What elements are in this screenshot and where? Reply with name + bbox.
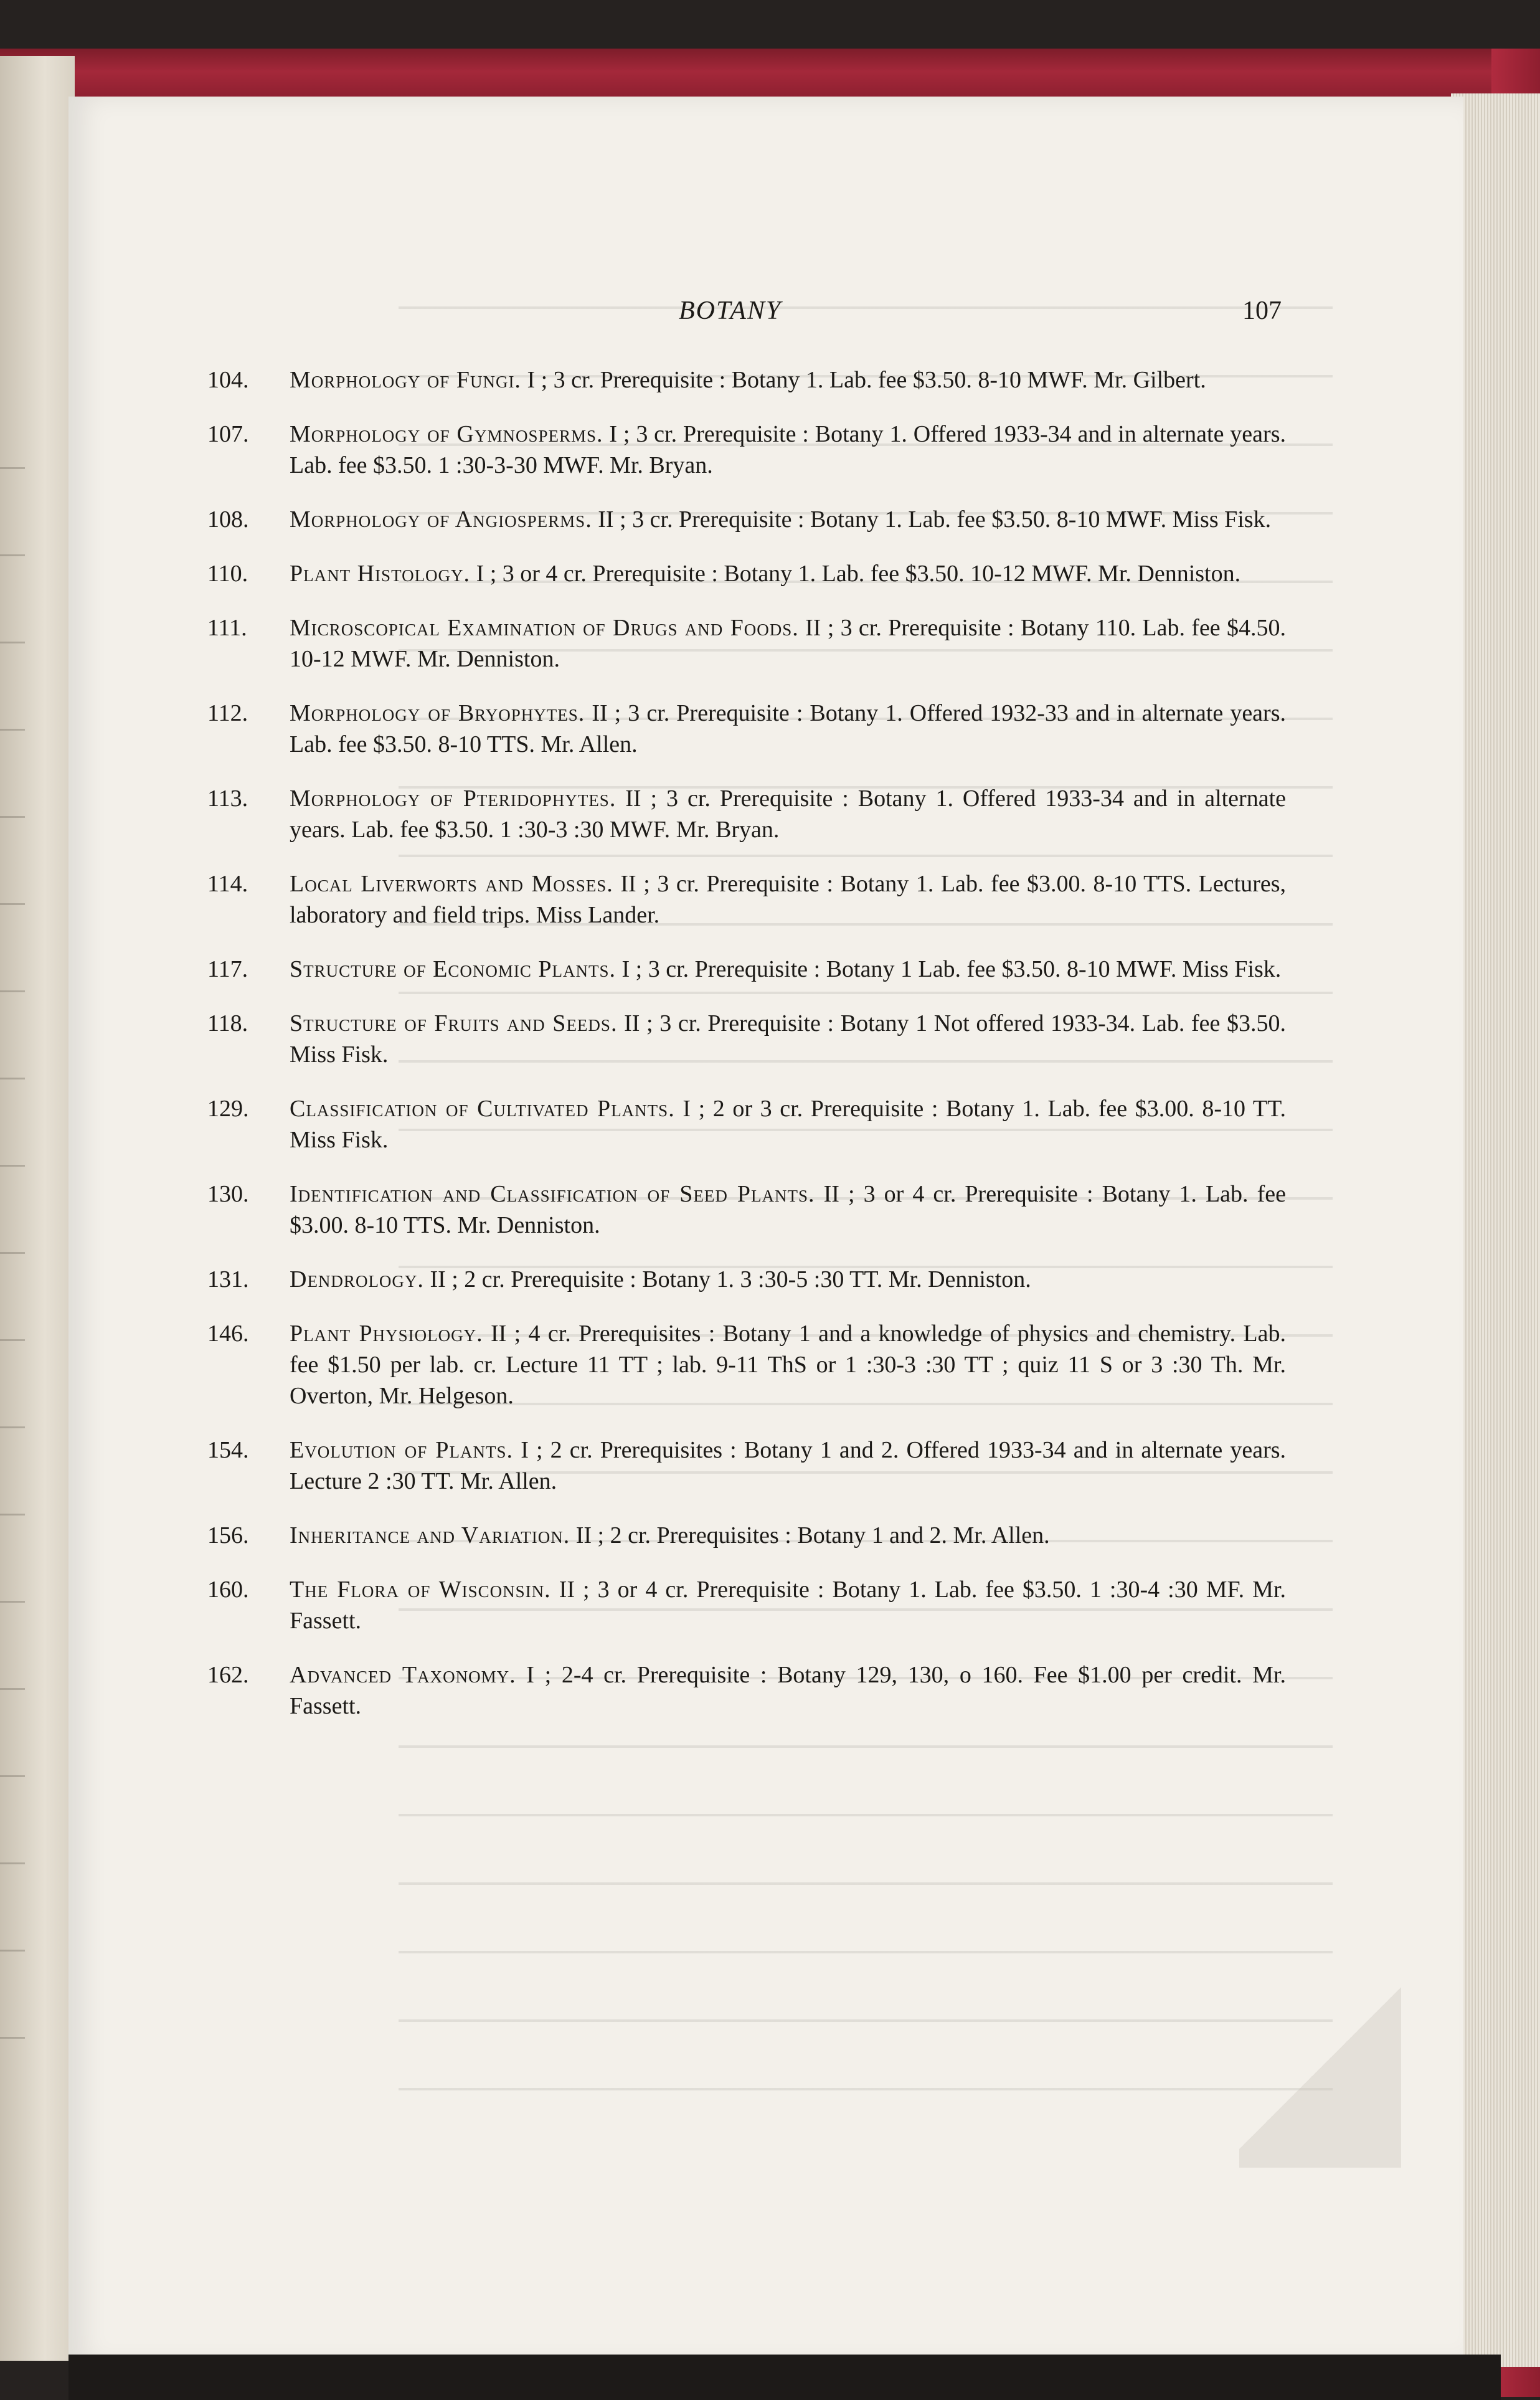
course-number: 131.	[207, 1266, 249, 1292]
course-title: Morphology of Gymnosperms.	[290, 421, 603, 447]
course-entry	[202, 954, 1286, 985]
course-entry	[202, 504, 1286, 535]
course-entry	[202, 1264, 1286, 1295]
course-title: Microscopical Examination of Drugs and Foods.	[290, 615, 799, 641]
course-entry	[202, 1093, 1286, 1155]
course-details: II ; 3 or 4 cr. Prerequisite : Botany 1. Lab. fee $3.50. 1 :30-4 :30 MF. Mr. Fassett.	[290, 1577, 1287, 1634]
course-number: 112.	[207, 700, 248, 726]
page-stack-edge	[1451, 93, 1540, 2367]
course-title: Classification of Cultivated Plants.	[290, 1096, 675, 1122]
course-number: 114.	[207, 871, 248, 897]
course-number: 160.	[207, 1577, 249, 1603]
course-entry	[202, 698, 1286, 760]
course-number: 107.	[207, 421, 249, 447]
course-title: Morphology of Fungi.	[290, 367, 521, 393]
course-details: II ; 3 cr. Prerequisite : Botany 1. Lab. fee $3.50. 8-10 MWF. Miss Fisk.	[598, 506, 1272, 533]
course-entry	[202, 783, 1286, 845]
course-title: Evolution of Plants.	[290, 1437, 514, 1463]
course-number: 113.	[207, 785, 248, 812]
course-title: Advanced Taxonomy.	[290, 1662, 516, 1688]
course-title: Inheritance and Variation.	[290, 1522, 570, 1549]
course-title: Plant Physiology.	[290, 1321, 483, 1347]
course-entry	[202, 1318, 1286, 1411]
course-title: Structure of Economic Plants.	[290, 956, 616, 982]
course-title: Identification and Classification of Seed Plants.	[290, 1181, 815, 1207]
running-head: BOTANY	[679, 296, 782, 325]
course-number: 118.	[207, 1010, 248, 1036]
course-details: II ; 2 cr. Prerequisites : Botany 1 and 2. Mr. Allen.	[575, 1522, 1050, 1549]
course-entry	[202, 558, 1286, 589]
red-binding-edge	[0, 49, 1540, 100]
page-bottom-shadow	[68, 2355, 1501, 2400]
course-entry	[202, 1435, 1286, 1497]
course-title: Dendrology.	[290, 1266, 424, 1292]
course-entry	[202, 1659, 1286, 1722]
course-details: I ; 2 cr. Prerequisites : Botany 1 and 2. Offered 1933-34 and in alternate years. Lecture 2 :30 TT. Mr. Allen.	[290, 1437, 1287, 1494]
course-number: 146.	[207, 1321, 249, 1347]
course-title: Plant Histology.	[290, 561, 471, 587]
course-title: Morphology of Angiosperms.	[290, 506, 592, 533]
course-number: 110.	[207, 561, 248, 587]
course-number: 104.	[207, 367, 249, 393]
course-number: 108.	[207, 506, 249, 533]
course-title: The Flora of Wisconsin.	[290, 1577, 551, 1603]
course-number: 129.	[207, 1096, 249, 1122]
course-details: I ; 3 cr. Prerequisite : Botany 1 Lab. fee $3.50. 8-10 MWF. Miss Fisk.	[621, 956, 1282, 982]
course-details: II ; 3 cr. Prerequisite : Botany 1 Not offered 1933-34. Lab. fee $3.50. Miss Fisk.	[290, 1010, 1287, 1068]
course-number: 130.	[207, 1181, 249, 1207]
course-entry	[202, 364, 1286, 396]
course-entry	[202, 1179, 1286, 1241]
course-number: 111.	[207, 615, 247, 641]
course-number: 162.	[207, 1662, 249, 1688]
left-page-text-fragments	[0, 430, 25, 2049]
course-list	[202, 364, 1286, 1745]
course-title: Local Liverworts and Mosses.	[290, 871, 613, 897]
course-number: 117.	[207, 956, 248, 982]
course-details: I ; 3 cr. Prerequisite : Botany 1. Lab. fee $3.50. 8-10 MWF. Mr. Gilbert.	[527, 367, 1206, 393]
course-entry	[202, 1008, 1286, 1070]
course-number: 154.	[207, 1437, 249, 1463]
page-number: 107	[1242, 296, 1282, 325]
course-details: II ; 3 cr. Prerequisite : Botany 1. Offered 1932-33 and in alternate years. Lab. fee $3.50. 8-10 TTS. Mr. Allen.	[290, 700, 1286, 757]
course-details: II ; 3 or 4 cr. Prerequisite : Botany 1. Lab. fee $3.00. 8-10 TTS. Mr. Denniston.	[290, 1181, 1286, 1238]
course-entry	[202, 419, 1286, 481]
course-details: I ; 3 or 4 cr. Prerequisite : Botany 1. Lab. fee $3.50. 10-12 MWF. Mr. Denniston.	[476, 561, 1241, 587]
course-number: 156.	[207, 1522, 249, 1549]
course-entry	[202, 1520, 1286, 1551]
course-title: Morphology of Bryophytes.	[290, 700, 585, 726]
course-entry	[202, 612, 1286, 675]
course-details: I ; 2-4 cr. Prerequisite : Botany 129, 130, o 160. Fee $1.00 per credit. Mr. Fassett.	[290, 1662, 1286, 1719]
course-title: Morphology of Pteridophytes.	[290, 785, 616, 812]
course-details: II ; 2 cr. Prerequisite : Botany 1. 3 :30-5 :30 TT. Mr. Denniston.	[430, 1266, 1031, 1292]
course-details: II ; 3 cr. Prerequisite : Botany 1. Lab. fee $3.00. 8-10 TTS. Lectures, laboratory and field trips. Miss Lander.	[290, 871, 1286, 928]
course-details: II ; 3 cr. Prerequisite : Botany 110. Lab. fee $4.50. 10-12 MWF. Mr. Denniston.	[290, 615, 1286, 672]
page-corner-fold	[1239, 1968, 1401, 2168]
course-entry	[202, 868, 1286, 931]
course-title: Structure of Fruits and Seeds.	[290, 1010, 618, 1036]
course-details: II ; 3 cr. Prerequisite : Botany 1. Offered 1933-34 and in alternate years. Lab. fee $3.50. 1 :30-3 :30 MWF. Mr. Bryan.	[290, 785, 1286, 843]
course-details: II ; 4 cr. Prerequisites : Botany 1 and a knowledge of physics and chemistry. Lab. fee $1.50 per lab. cr. Lecture 11 TT ; lab. 9-11 ThS or 1 :30-3 :30 TT ; quiz 11 S or 3 :30 Th. Mr. Overton, Mr. Helgeson.	[290, 1321, 1287, 1409]
left-page-edge	[0, 56, 75, 2361]
course-entry	[202, 1574, 1286, 1636]
course-details: I ; 2 or 3 cr. Prerequisite : Botany 1. Lab. fee $3.00. 8-10 TT. Miss Fisk.	[290, 1096, 1286, 1153]
course-details: I ; 3 cr. Prerequisite : Botany 1. Offered 1933-34 and in alternate years. Lab. fee $3.50. 1 :30-3-30 MWF. Mr. Bryan.	[290, 421, 1286, 478]
